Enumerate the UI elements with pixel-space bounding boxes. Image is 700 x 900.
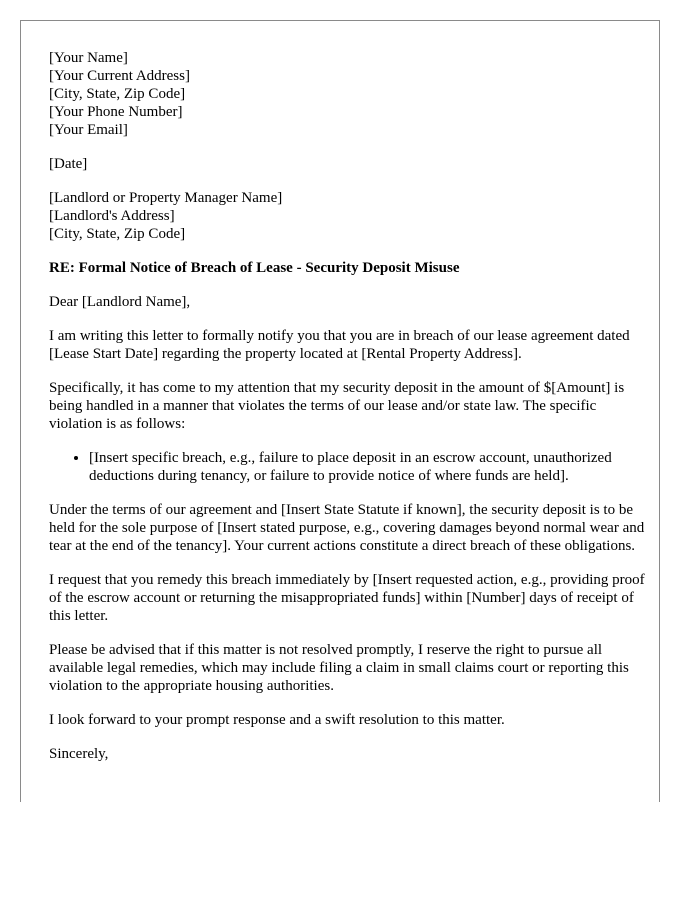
sender-city-state-zip: [City, State, Zip Code]: [49, 86, 186, 102]
recipient-block: [49, 189, 649, 243]
paragraph-advisory: Please be advised that if this matter is not resolved promptly, I reserve the right to pursue all available legal remedies, which may include filing a claim in small claims court or reporting this violation to the appropriate housing authorities.: [49, 642, 629, 694]
recipient-name: [Landlord or Property Manager Name]: [49, 190, 283, 206]
sender-email: [Your Email]: [49, 122, 128, 138]
letter-content: [49, 49, 649, 779]
letter-date: [Date]: [49, 156, 88, 172]
salutation: Dear [Landlord Name],: [49, 294, 191, 310]
paragraph-notice: I am writing this letter to formally notify you that you are in breach of our lease agreement dated [Lease Start Date] regarding the property located at [Rental Property Address].: [49, 328, 630, 362]
recipient-address: [Landlord's Address]: [49, 208, 175, 224]
violation-item: • [Insert specific breach, e.g., failure to place deposit in an escrow account, unauthorized deductions during tenancy, or failure to provide notice of where funds are held].: [89, 449, 649, 485]
sender-phone: [Your Phone Number]: [49, 104, 183, 120]
paragraph-specifics: Specifically, it has come to my attention that my security deposit in the amount of $[Amount] is being handled in a manner that violates the terms of our lease and/or state law. The specific violation is as follows:: [49, 380, 625, 432]
recipient-city-state-zip: [City, State, Zip Code]: [49, 226, 186, 242]
sender-address: [Your Current Address]: [49, 68, 190, 84]
sender-name: [Your Name]: [49, 50, 128, 66]
paragraph-terms: Under the terms of our agreement and [Insert State Statute if known], the security deposit is to be held for the sole purpose of [Insert stated purpose, e.g., covering damages beyond normal wear and tear at the end of the tenancy]. Your current actions constitute a direct breach of these obligations.: [49, 502, 645, 554]
letter-page: [20, 20, 660, 802]
subject-line: RE: Formal Notice of Breach of Lease - Security Deposit Misuse: [49, 260, 460, 276]
sender-block: [49, 49, 649, 139]
paragraph-closing-remark: I look forward to your prompt response and a swift resolution to this matter.: [49, 712, 505, 728]
paragraph-request: I request that you remedy this breach immediately by [Insert requested action, e.g., providing proof of the escrow account or returning the misappropriated funds] within [Number] days of receipt of this letter.: [49, 572, 645, 624]
violation-list: [49, 449, 649, 485]
closing: Sincerely,: [49, 746, 109, 762]
